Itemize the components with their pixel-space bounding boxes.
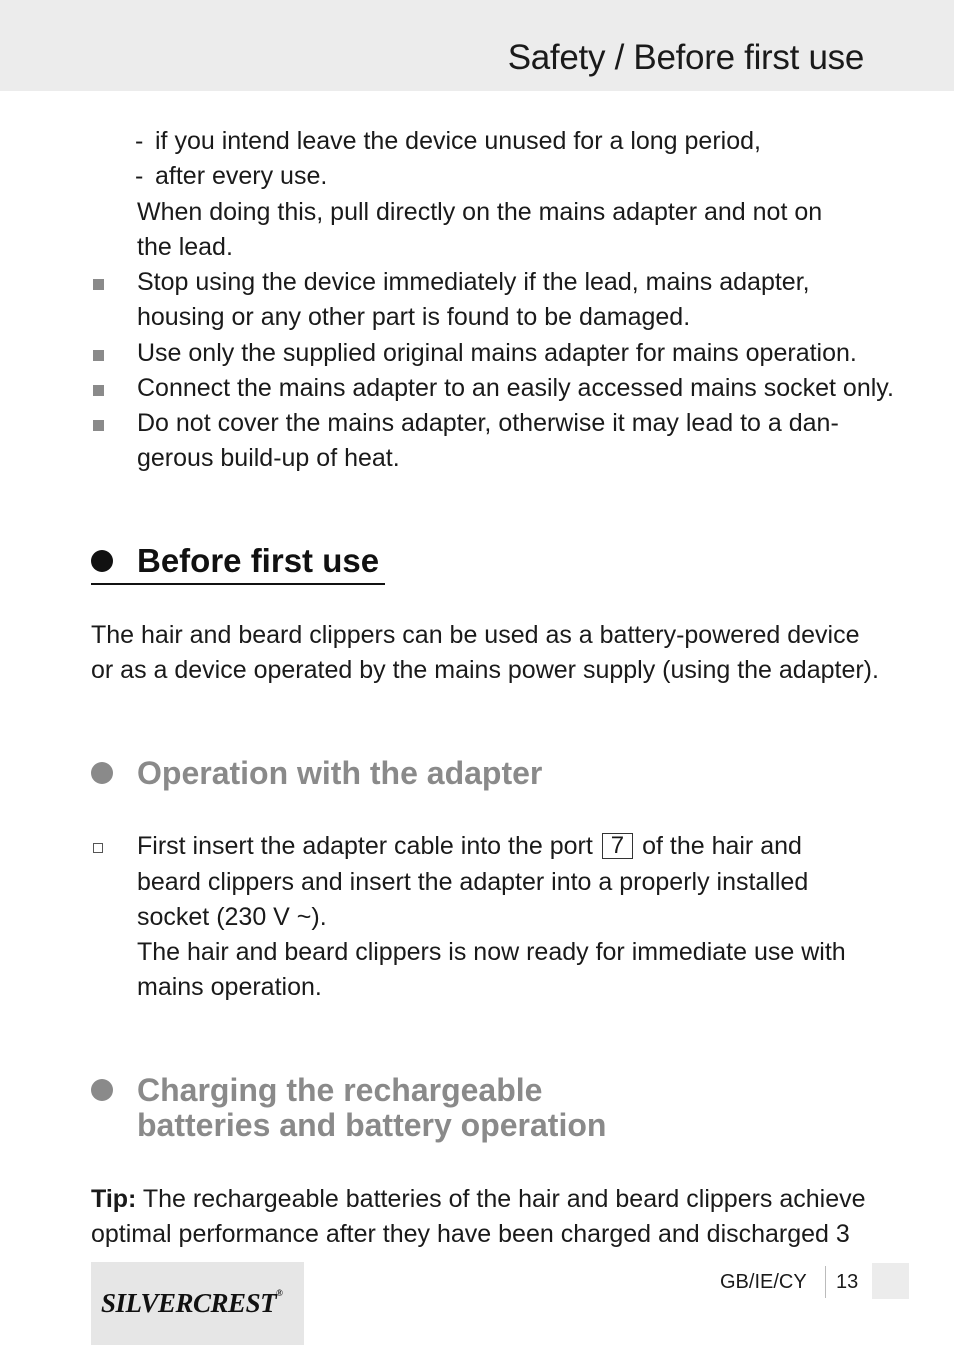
subsection-dot-icon: [91, 762, 113, 784]
brand-logo: [91, 1262, 304, 1345]
checkbox-bullet-icon: [93, 843, 103, 853]
note-line: When doing this, pull directly on the mains adapter and not on: [137, 198, 823, 226]
footer-locale: GB/IE/CY: [720, 1271, 807, 1293]
footer-divider: [825, 1266, 826, 1298]
tip-text: The rechargeable batteries of the hair and beard clippers achieve: [136, 1185, 866, 1213]
heading-underline: [91, 583, 385, 585]
page-header: [0, 0, 954, 91]
step-line: socket (230 V ~).: [137, 903, 327, 931]
brand-wordmark: SILVERCREST®: [101, 1288, 283, 1318]
page-title: Safety / Before first use: [507, 38, 864, 77]
note-line: the lead.: [137, 233, 233, 261]
square-bullet-icon: [93, 350, 104, 361]
subsection-heading: batteries and battery operation: [137, 1107, 607, 1143]
section-dot-icon: [91, 550, 113, 572]
footer-tab: [872, 1263, 909, 1299]
step-line: beard clippers and insert the adapter into a properly installed: [137, 868, 809, 896]
step-text: First insert the adapter cable into the port: [137, 832, 593, 860]
tip-line: optimal performance after they have been charged and discharged 3: [91, 1220, 850, 1248]
subsection-heading: Charging the rechargeable: [137, 1072, 543, 1108]
subsection-heading: Operation with the adapter: [137, 755, 543, 791]
dash-marker: -: [135, 162, 144, 190]
page-number: 13: [836, 1271, 859, 1293]
bullet-text: Do not cover the mains adapter, otherwise it may lead to a dan-: [137, 409, 839, 437]
bullet-text: Stop using the device immediately if the lead, mains adapter,: [137, 268, 810, 296]
port-reference: 7: [602, 833, 633, 859]
step-line: The hair and beard clippers is now ready for immediate use with: [137, 938, 846, 966]
step-line: mains operation.: [137, 973, 322, 1001]
dash-marker: -: [135, 127, 144, 155]
tip-label: Tip:: [91, 1185, 137, 1213]
step-line: [137, 829, 802, 864]
bullet-text: gerous build-up of heat.: [137, 444, 400, 472]
square-bullet-icon: [93, 420, 104, 431]
bullet-text: Connect the mains adapter to an easily accessed mains socket only.: [137, 374, 894, 402]
body-line: or as a device operated by the mains power supply (using the adapter).: [91, 656, 879, 684]
tip-line: [91, 1182, 866, 1217]
dash-item: after every use.: [155, 162, 328, 190]
bullet-text: Use only the supplied original mains adapter for mains operation.: [137, 339, 857, 367]
body-line: The hair and beard clippers can be used as a battery-powered device: [91, 621, 860, 649]
step-text: of the hair and: [642, 832, 802, 860]
square-bullet-icon: [93, 385, 104, 396]
bullet-text: housing or any other part is found to be damaged.: [137, 303, 691, 331]
square-bullet-icon: [93, 279, 104, 290]
section-heading: Before first use: [137, 542, 380, 579]
dash-item: if you intend leave the device unused for a long period,: [155, 127, 761, 155]
subsection-dot-icon: [91, 1079, 113, 1101]
